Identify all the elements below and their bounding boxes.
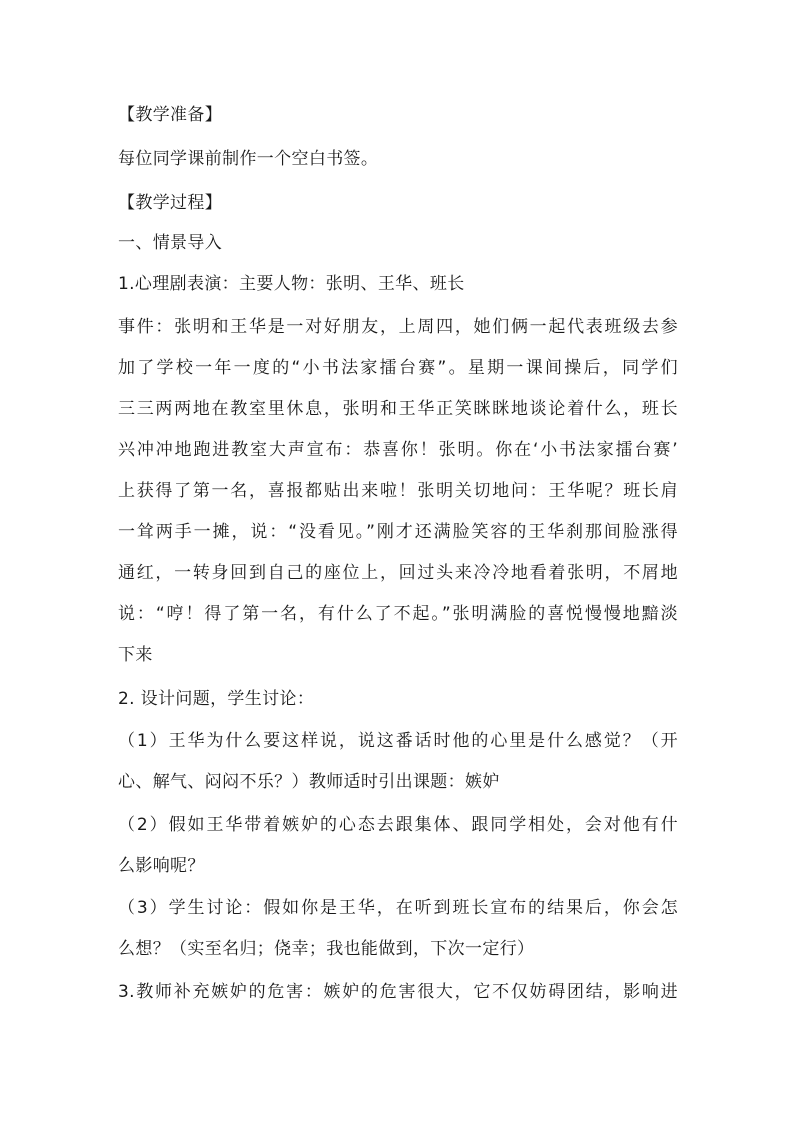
paragraph-event-line: 事件：张明和王华是一对好朋友，上周四，她们俩一起代表班级去参	[118, 317, 678, 337]
question-1-line: （1）王华为什么要这样说，说这番话时他的心里是什么感觉？（开	[118, 731, 678, 751]
question-2-line: （2）假如王华带着嫉妒的心态去跟集体、跟同学相处，会对他有什	[118, 815, 678, 835]
paragraph-event-line: 上获得了第一名，喜报都贴出来啦！张明关切地问：王华呢？班长肩	[118, 481, 678, 501]
section-heading-scenario: 一、情景导入	[118, 233, 223, 253]
paragraph-event-line: 通红，一转身回到自己的座位上，回过头来冷冷地看着张明，不屑地	[118, 563, 678, 583]
paragraph-event-line: 兴冲冲地跑进教室大声宣布：恭喜你！张明。你在‘小书法家擂台赛’	[118, 440, 678, 460]
paragraph-event-line: 说：“哼！得了第一名，有什么了不起。”张明满脸的喜悦慢慢地黯淡	[118, 604, 678, 624]
paragraph-drama-roles: 1.心理剧表演：主要人物：张明、王华、班长	[118, 274, 465, 294]
question-1-line: 心、解气、闷闷不乐？）教师适时引出课题：嫉妒	[118, 772, 500, 792]
paragraph-event-line: 一耸两手一摊，说：“没看见。”刚才还满脸笑容的王华刹那间脸涨得	[118, 522, 678, 542]
paragraph-preparation: 每位同学课前制作一个空白书签。	[118, 149, 379, 169]
question-3-line: （3）学生讨论：假如你是王华，在听到班长宣布的结果后，你会怎	[118, 898, 678, 918]
question-3-line: 么想？（实至名归；侥幸；我也能做到，下次一定行）	[118, 939, 535, 959]
paragraph-discussion-heading: 2. 设计问题，学生讨论：	[118, 689, 315, 709]
paragraph-event-line: 三三两两地在教室里休息，张明和王华正笑眯眯地谈论着什么，班长	[118, 399, 678, 419]
heading-teaching-process: 【教学过程】	[118, 193, 223, 213]
paragraph-event-line: 下来	[118, 645, 153, 665]
paragraph-envy-harm: 3.教师补充嫉妒的危害：嫉妒的危害很大，它不仅妨碍团结，影响进	[118, 982, 678, 1002]
heading-teaching-preparation: 【教学准备】	[118, 105, 223, 125]
question-2-line: 么影响呢？	[118, 856, 205, 876]
paragraph-event-line: 加了学校一年一度的“小书法家擂台赛”。星期一课间操后，同学们	[118, 358, 678, 378]
